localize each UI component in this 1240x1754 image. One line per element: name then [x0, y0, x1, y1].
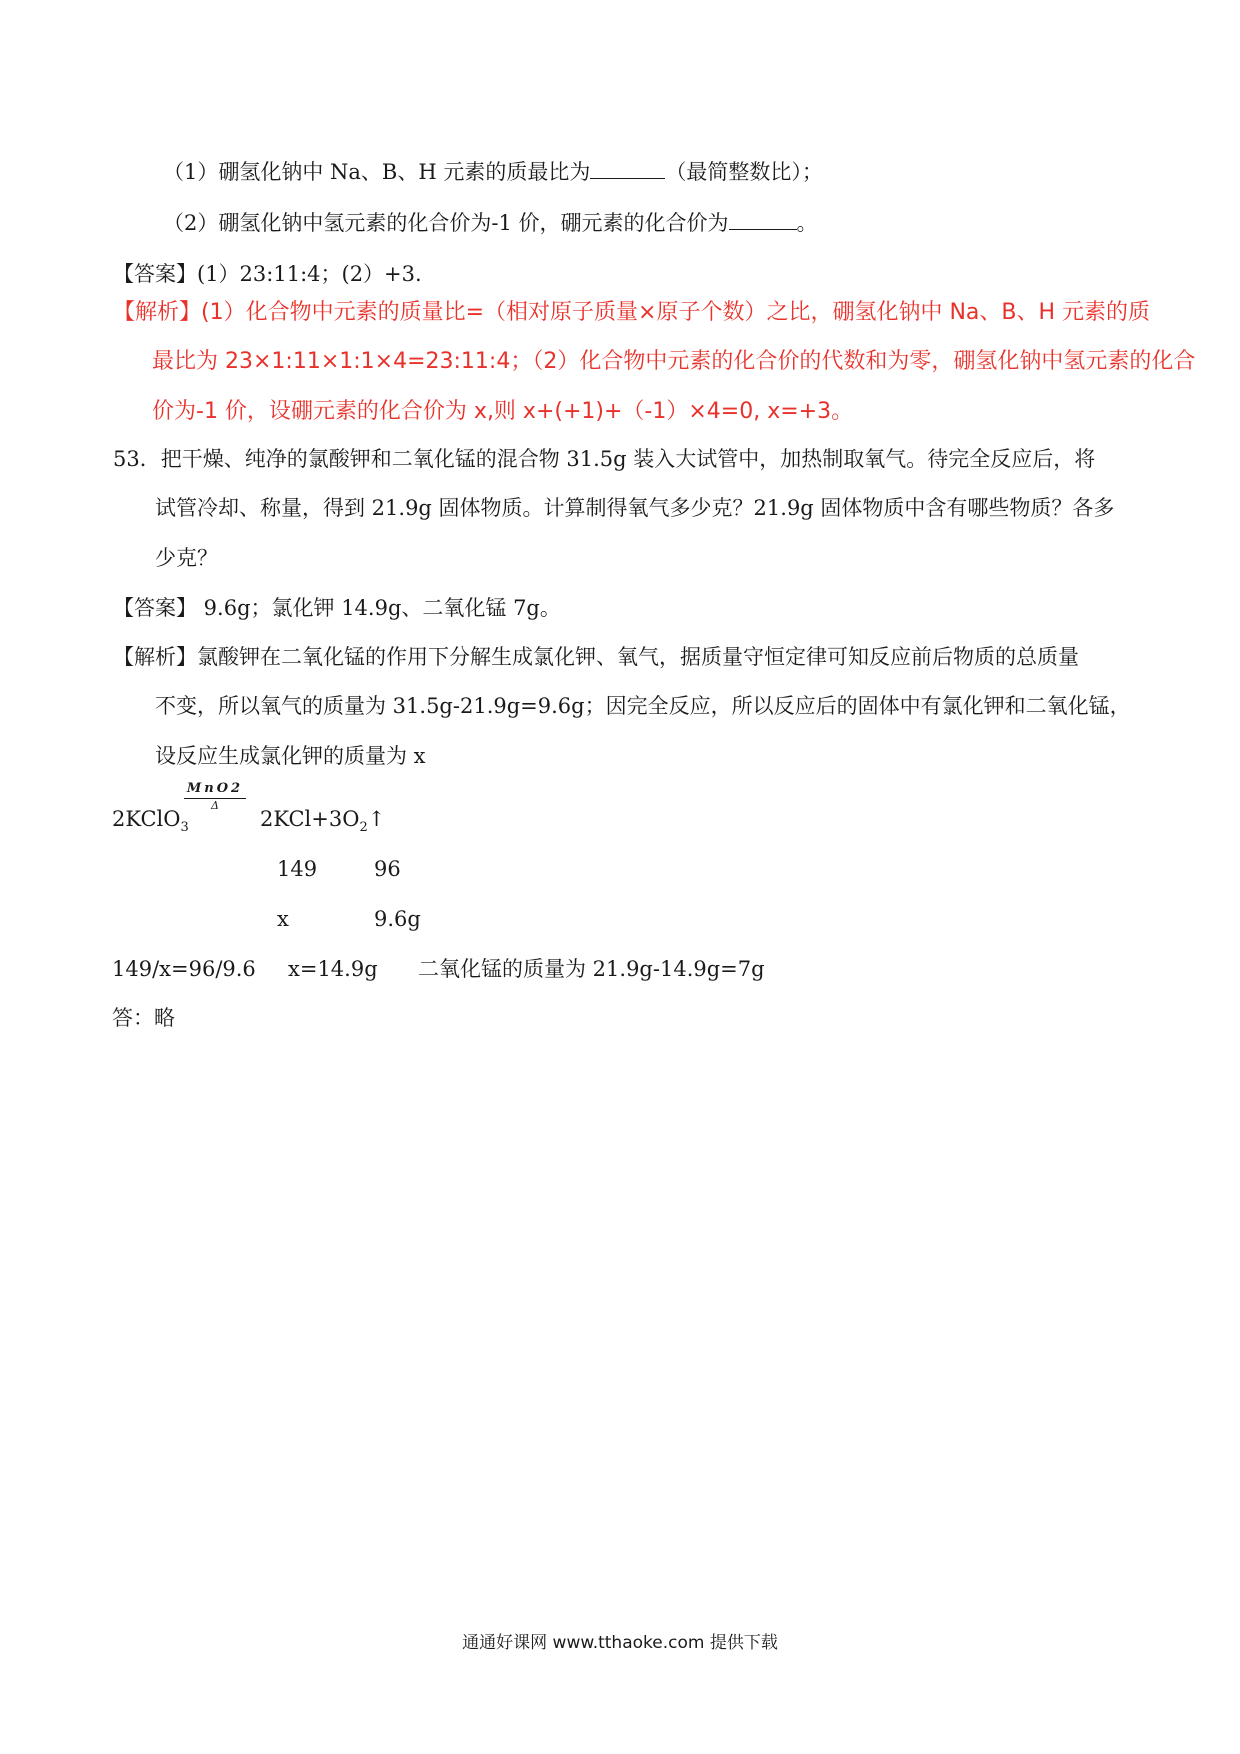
ratio-o2-mass: 9.6g — [374, 907, 421, 931]
heat-symbol: Δ — [211, 799, 219, 812]
answer-53: 【答案】 9.6g；氯化钾 14.9g、二氧化锰 7g。 — [113, 596, 561, 620]
analysis-52-line-1: 【解析】(1）化合物中元素的质量比=（相对原子质量×原子个数）之比，硼氢化钠中 Na、B、H 元素的质 — [113, 300, 1151, 325]
sub-question-1 — [163, 158, 823, 186]
answer-blank-2 — [729, 209, 797, 230]
analysis-53-line-1: 【解析】氯酸钾在二氧化锰的作用下分解生成氯化钾、氧气，据质量守恒定律可知反应前后物质的总质量 — [113, 645, 1079, 669]
reactant-subscript: 3 — [180, 820, 189, 836]
proportion: 149/x=96/9.6 — [112, 957, 256, 981]
answer-blank-1 — [590, 158, 665, 179]
product-subscript: 2 — [359, 820, 368, 836]
result-x: x=14.9g — [288, 957, 378, 981]
equation-reactant — [112, 805, 189, 842]
sub-question-2 — [163, 209, 818, 237]
reaction-condition — [184, 782, 246, 812]
question-53-line-3: 少克？ — [155, 546, 218, 570]
analysis-53-line-2: 不变，所以氧气的质量为 31.5g-21.9g=9.6g；因完全反应，所以反应后的固体中有氯化钾和二氧化锰， — [155, 694, 1131, 718]
ratio-o2-molar: 96 — [374, 857, 401, 881]
ratio-kcl-mass: x — [277, 907, 289, 931]
answer-52: 【答案】(1）23:11:4；(2）+3. — [113, 262, 422, 286]
sub-question-1-prefix: （1）硼氢化钠中 Na、B、H 元素的质最比为 — [163, 160, 591, 184]
catalyst-label: MnO2 — [186, 781, 244, 796]
conclusion: 答：略 — [112, 1006, 175, 1030]
question-53-line-2: 试管冷却、称量，得到 21.9g 固体物质。计算制得氧气多少克？21.9g 固体物质中含有哪些物质？各多 — [155, 496, 1115, 520]
mno2-mass: 二氧化锰的质量为 21.9g-14.9g=7g — [418, 957, 765, 981]
gas-arrow-icon: ↑ — [367, 807, 386, 831]
sub-question-2-suffix: 。 — [796, 211, 818, 235]
product-formula: 2KCl+3O — [260, 807, 360, 831]
analysis-52-line-2: 最比为 23×1:11×1:1×4=23:11:4；（2）化合物中元素的化合价的代数和为零，硼氢化钠中氢元素的化合 — [152, 349, 1196, 374]
equation-product — [260, 805, 385, 842]
reactant-formula: 2KClO — [112, 807, 181, 831]
ratio-kcl-molar: 149 — [277, 857, 318, 881]
analysis-52-line-3: 价为-1 价，设硼元素的化合价为 x,则 x+(+1)+（-1）×4=0, x=+3。 — [152, 399, 854, 424]
sub-question-2-prefix: （2）硼氢化钠中氢元素的化合价为-1 价，硼元素的化合价为 — [163, 211, 729, 235]
sub-question-1-suffix: （最简整数比）； — [665, 160, 823, 184]
question-53-line-1: 53．把干燥、纯净的氯酸钾和二氧化锰的混合物 31.5g 装入大试管中，加热制取氧气。待完全反应后，将 — [113, 447, 1096, 471]
page-footer: 通通好课网 www.tthaoke.com 提供下载 — [462, 1633, 778, 1653]
analysis-53-line-3: 设反应生成氯化钾的质量为 x — [155, 744, 426, 768]
